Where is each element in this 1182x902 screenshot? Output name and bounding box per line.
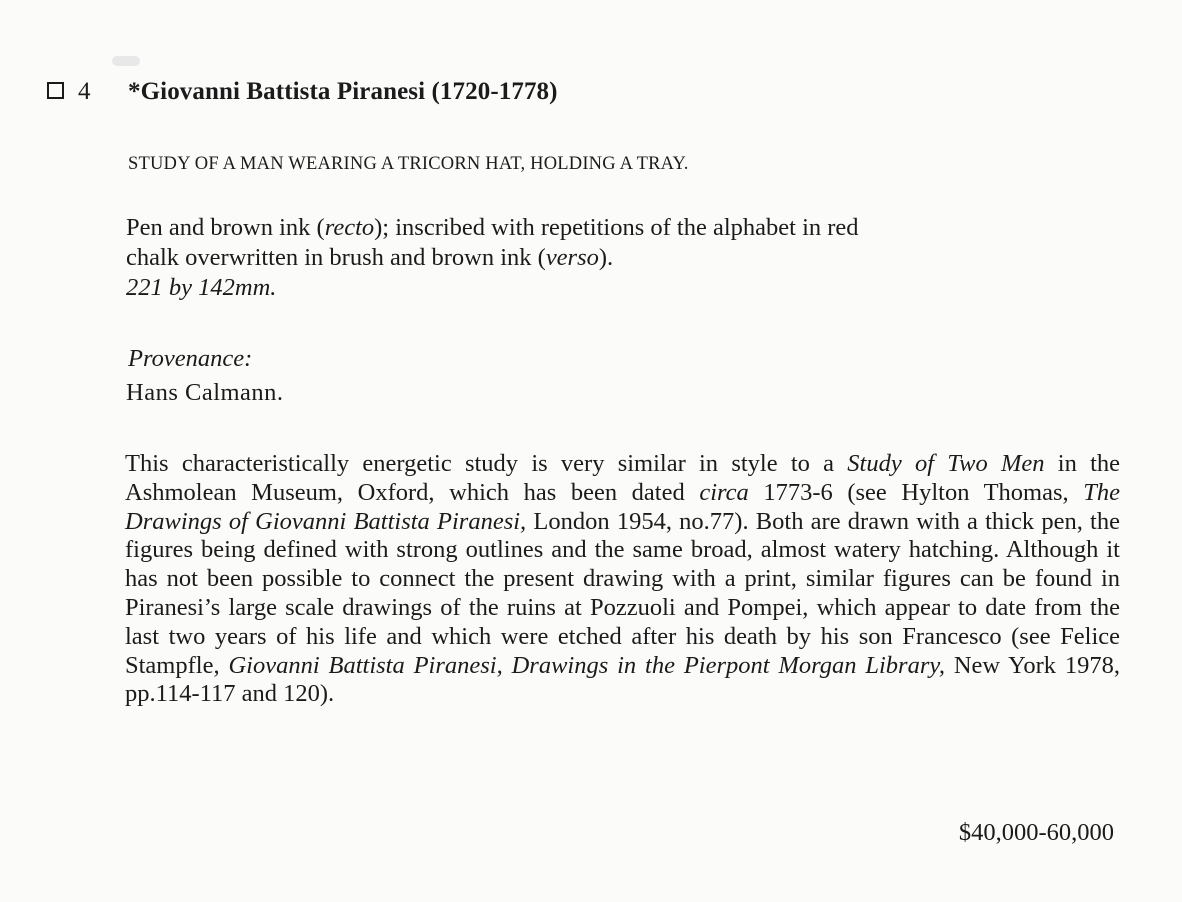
medium-text: ). [598, 244, 614, 271]
paper-smudge [112, 56, 140, 66]
essay-italic-circa: circa [699, 478, 749, 506]
verso-term: verso [545, 244, 599, 271]
lot-checkbox[interactable] [47, 82, 64, 99]
catalogue-essay [125, 450, 1120, 709]
provenance-value: Hans Calmann. [126, 379, 284, 406]
medium-line-2 [126, 243, 1126, 273]
essay-italic-reference: Giovanni Battista Piranesi, Drawings in the Pierpont Morgan Library, [228, 651, 945, 679]
medium-text: chalk overwritten in brush and brown ink ( [126, 244, 546, 271]
lot-number: 4 [78, 78, 91, 105]
essay-text: New York 1978, pp.114-117 and 120). [125, 651, 1120, 708]
recto-term: recto [324, 214, 375, 241]
provenance-label: Provenance: [128, 345, 253, 372]
essay-text: This characteristically energetic study is very similar in style to a [125, 450, 848, 477]
medium-text: ); inscribed with repetitions of the alphabet in red [374, 214, 859, 241]
medium-text: Pen and brown ink ( [126, 214, 325, 241]
essay-text: 1773-6 (see Hylton Thomas, [748, 478, 1084, 506]
dimensions: 221 by 142mm. [126, 274, 277, 301]
essay-text: in the Ashmolean Museum, Oxford, which has been dated [125, 450, 1121, 506]
medium-line-1 [126, 213, 1126, 243]
artwork-title: STUDY OF A MAN WEARING A TRICORN HAT, HOLDING A TRAY. [128, 154, 689, 174]
essay-italic-title: Study of Two Men [847, 450, 1045, 477]
price-estimate: $40,000-60,000 [958, 819, 1114, 846]
essay-text: London 1954, no.77). Both are drawn with a thick pen, the figures being defined with strong outlines and the same broad, almost watery hatching. Although it has not been possible to connect the present drawing with a print, similar figures can be found in Piranesi’s large scale drawings of the ruins at Pozzuoli and Pompei, which appear to date from the last two years of his life and which were etched after his death by his son Francesco (see Felice Stampfle, [125, 507, 1120, 679]
medium-description [126, 213, 1126, 303]
artist-heading: *Giovanni Battista Piranesi (1720-1778) [128, 78, 558, 105]
essay-paragraph [125, 450, 1120, 709]
essay-italic-reference: The Drawings of Giovanni Battista Piranesi, [125, 478, 1120, 535]
